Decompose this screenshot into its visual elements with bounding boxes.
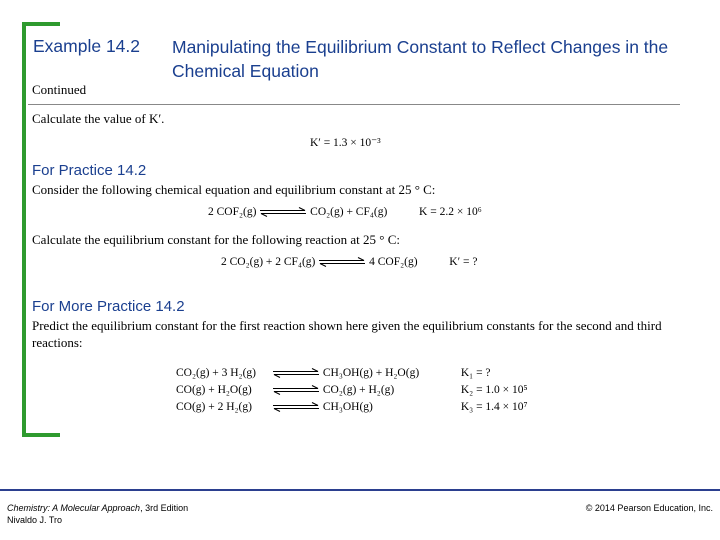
more-practice-text: Predict the equilibrium constant for the first reaction shown here given the equilibrium constants for the second and third reactions: (32, 318, 662, 350)
more-practice-heading: For More Practice 14.2 (32, 298, 185, 315)
eq2-products: 4 COF₂(g) (369, 256, 418, 268)
example-label: Example 14.2 (33, 36, 141, 56)
equilibrium-arrow-icon (272, 402, 320, 412)
reaction-constant: K₃ = 1.4 × 10⁷ (460, 401, 528, 413)
reaction-products: CH₃OH(g) + H₂O(g) (322, 367, 420, 379)
reaction-reactants: CO(g) + 2 H₂(g) (176, 401, 252, 413)
green-frame-top (22, 22, 60, 26)
eq2-reactants: 2 CO₂(g) + 2 CF₄(g) (221, 256, 316, 268)
practice-intro: Consider the following chemical equation and equilibrium constant at 25 ° C: (32, 182, 436, 197)
practice-equation-2 (221, 256, 477, 268)
continued-label: Continued (32, 82, 87, 97)
footer-citation (7, 502, 188, 526)
green-frame-bottom (22, 433, 60, 437)
equilibrium-arrow-icon (272, 368, 320, 378)
equilibrium-arrow-icon (318, 257, 366, 267)
eq1-constant: K = 2.2 × 10⁶ (419, 206, 482, 218)
book-title: Chemistry: A Molecular Approach (7, 503, 141, 513)
reaction-products: CO₂(g) + H₂(g) (322, 384, 395, 396)
reaction-row (176, 401, 528, 413)
practice-equation-1 (208, 206, 482, 218)
practice-question: Calculate the equilibrium constant for the following reaction at 25 ° C: (32, 232, 401, 247)
equilibrium-arrow-icon (272, 385, 320, 395)
book-edition: , 3rd Edition (140, 503, 189, 513)
eq1-reactants: 2 COF₂(g) (208, 206, 257, 218)
reaction-constant: K₁ = ? (460, 367, 491, 379)
divider (28, 104, 680, 105)
reaction-row (176, 384, 528, 396)
page-title: Manipulating the Equilibrium Constant to Reflect Changes in the Chemical Equation (172, 37, 669, 81)
reaction-products: CH₃OH(g) (322, 401, 373, 413)
eq2-constant: K′ = ? (449, 256, 478, 268)
book-author: Nivaldo J. Tro (7, 515, 63, 525)
calc-prompt: Calculate the value of K′. (32, 111, 165, 126)
equilibrium-arrow-icon (259, 207, 307, 217)
practice-heading: For Practice 14.2 (32, 162, 147, 179)
green-frame-left (22, 22, 26, 437)
footer-rule (0, 489, 720, 491)
reaction-row (176, 367, 491, 379)
copyright: © 2014 Pearson Education, Inc. (585, 503, 713, 513)
eq1-products: CO₂(g) + CF₄(g) (310, 206, 388, 218)
reaction-reactants: CO₂(g) + 3 H₂(g) (176, 367, 256, 379)
reaction-reactants: CO(g) + H₂O(g) (176, 384, 252, 396)
reaction-constant: K₂ = 1.0 × 10⁵ (460, 384, 528, 396)
calc-result: K′ = 1.3 × 10⁻³ (310, 137, 381, 149)
